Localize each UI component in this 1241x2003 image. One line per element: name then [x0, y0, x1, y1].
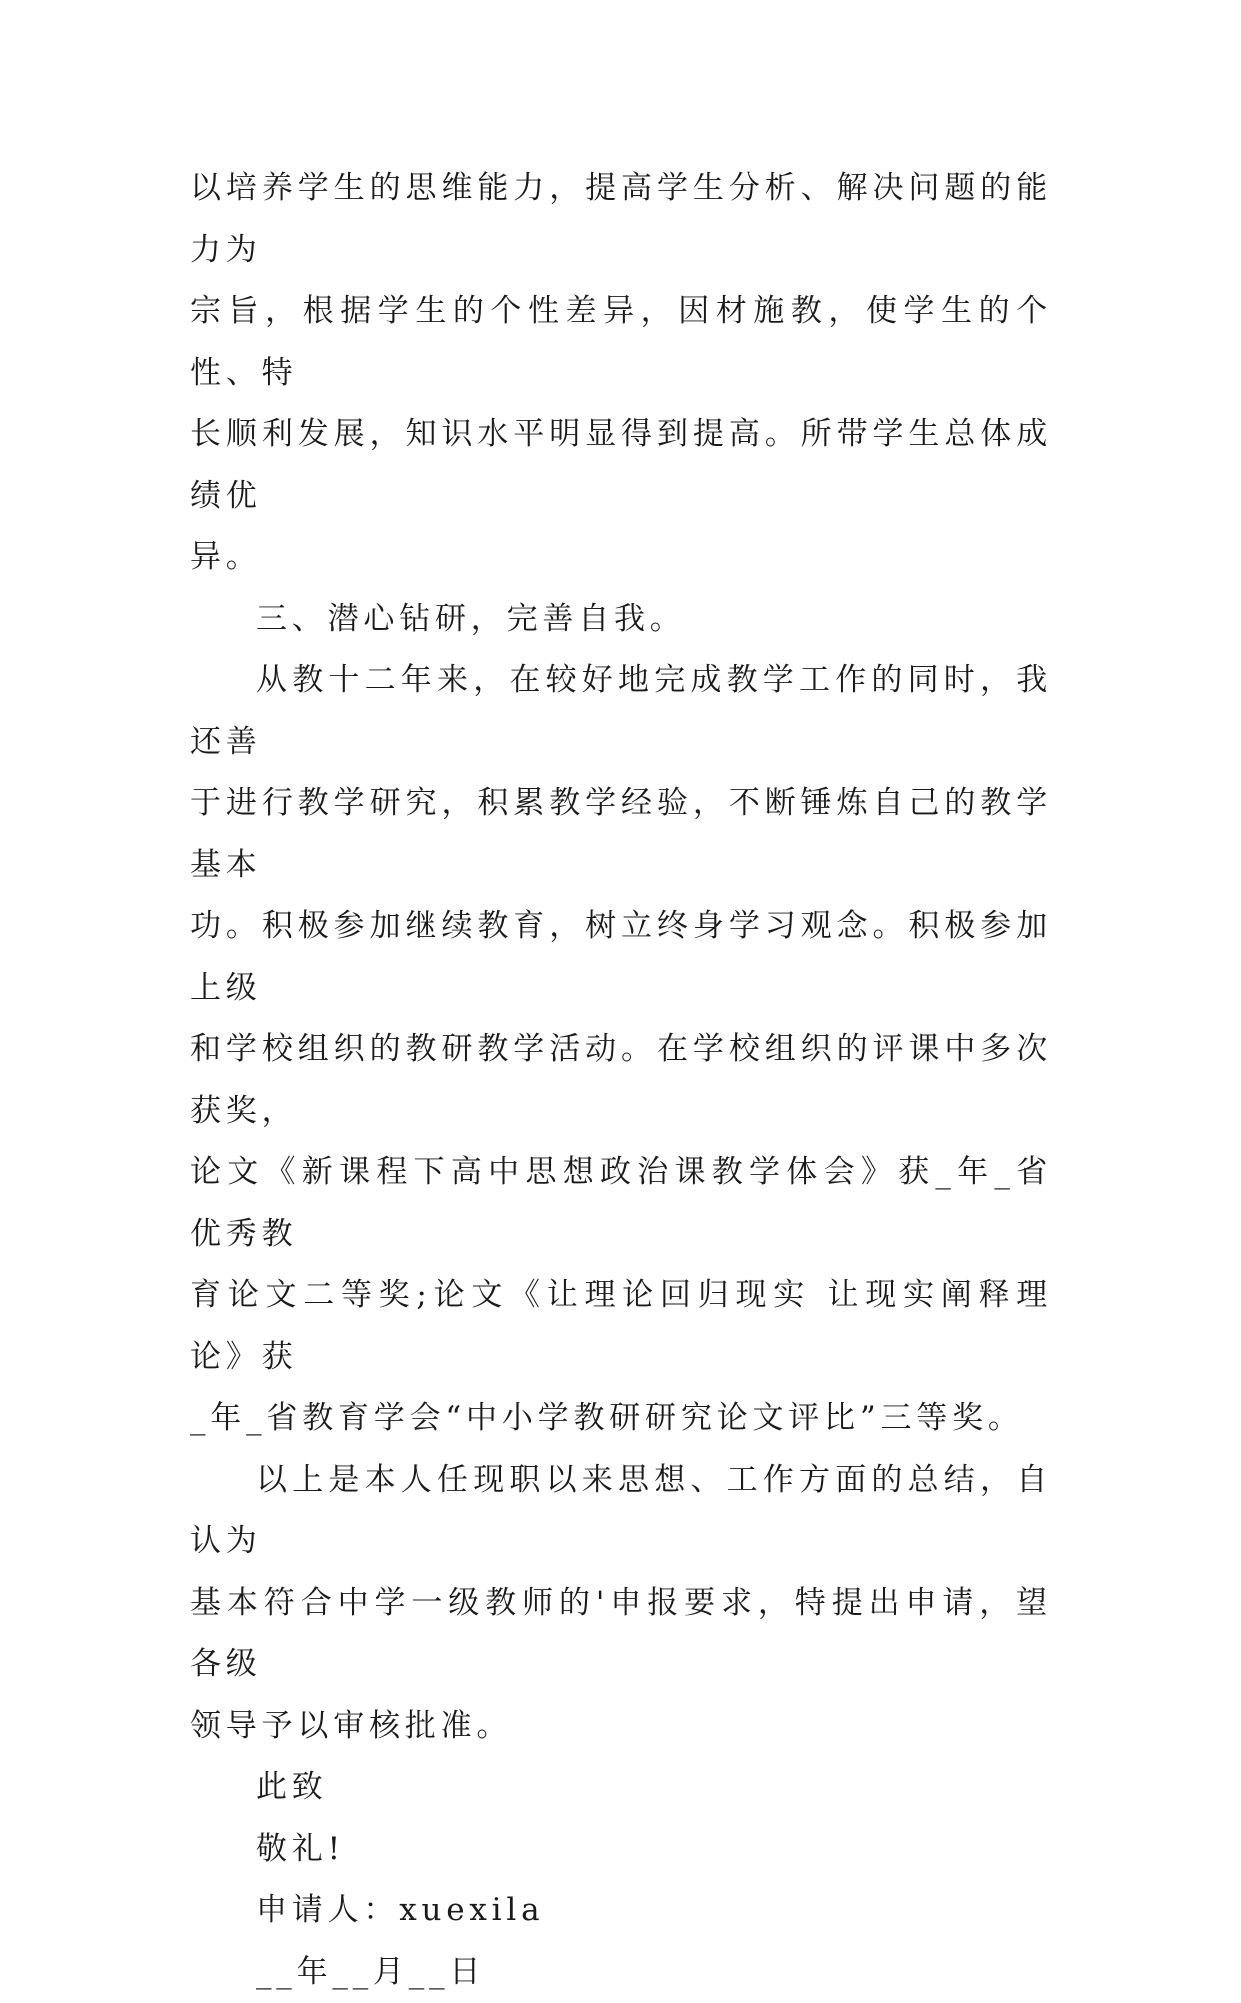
text-line: 以上是本人任现职以来思想、工作方面的总结，自认为	[190, 1450, 1052, 1573]
text-line: 论文《新课程下高中思想政治课教学体会》获_年_省优秀教	[190, 1142, 1052, 1265]
text-line: 从教十二年来，在较好地完成教学工作的同时，我还善	[190, 650, 1052, 773]
text-line: 育论文二等奖;论文《让理论回归现实 让现实阐释理论》获	[190, 1265, 1052, 1388]
paragraph-summary	[190, 1450, 1052, 1758]
applicant-signature: 申请人：xuexila	[190, 1880, 1052, 1942]
text-line: _年_省教育学会“中小学教研研究论文评比”三等奖。	[190, 1388, 1052, 1450]
text-line: 宗旨，根据学生的个性差异，因材施教，使学生的个性、特	[190, 281, 1052, 404]
text-line: 功。积极参加继续教育，树立终身学习观念。积极参加上级	[190, 896, 1052, 1019]
closing-salutation: 此致	[190, 1757, 1052, 1819]
text-line: 基本符合中学一级教师的'申报要求，特提出申请，望各级	[190, 1573, 1052, 1696]
section-heading-3: 三、潜心钻研，完善自我。	[190, 589, 1052, 651]
text-line: 异。	[190, 527, 1052, 589]
paragraph-teaching-goals	[190, 158, 1052, 589]
paragraph-research	[190, 650, 1052, 1450]
closing-regards: 敬礼!	[190, 1819, 1052, 1881]
text-line: 以培养学生的思维能力，提高学生分析、解决问题的能力为	[190, 158, 1052, 281]
text-line: 长顺利发展，知识水平明显得到提高。所带学生总体成绩优	[190, 404, 1052, 527]
text-line: 领导予以审核批准。	[190, 1696, 1052, 1758]
date-line: __年__月__日	[190, 1942, 1052, 2003]
text-line: 于进行教学研究，积累教学经验，不断锤炼自己的教学基本	[190, 773, 1052, 896]
document-body	[190, 158, 1052, 2003]
text-line: 和学校组织的教研教学活动。在学校组织的评课中多次获奖，	[190, 1019, 1052, 1142]
